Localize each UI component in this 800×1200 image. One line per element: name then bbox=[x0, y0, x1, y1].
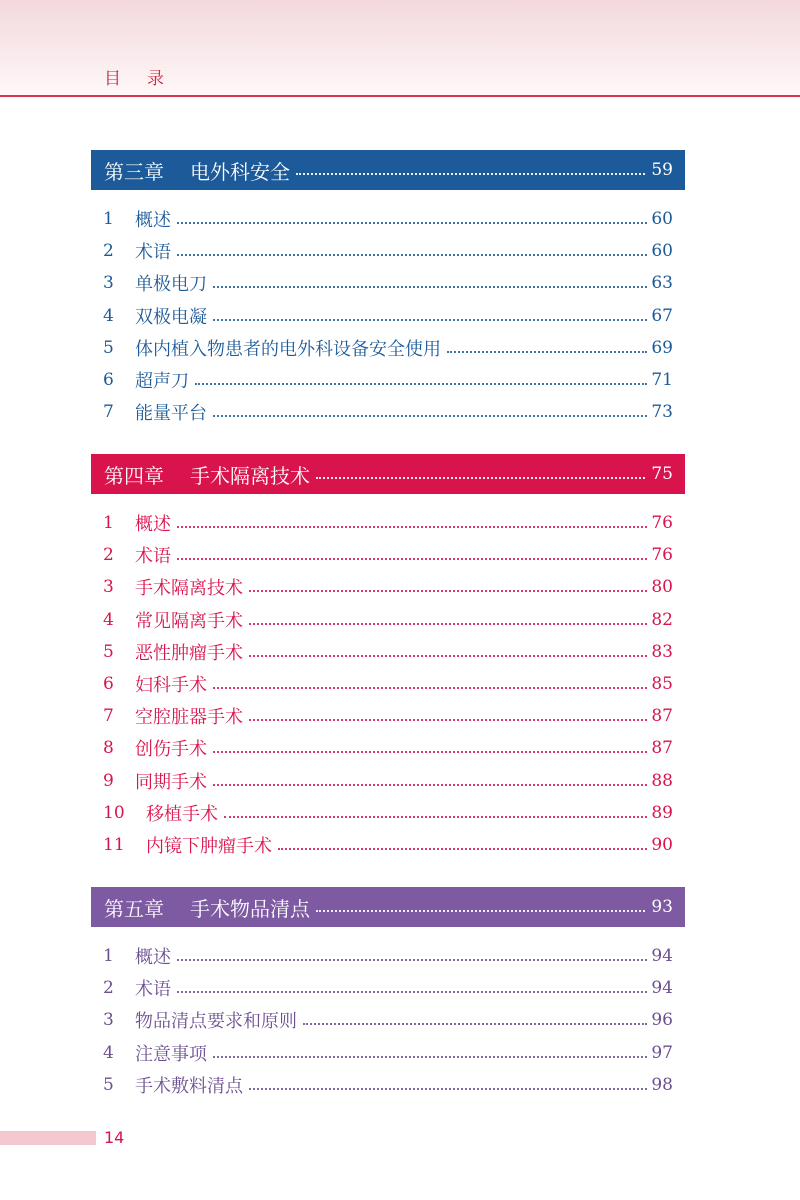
toc-entry[interactable] bbox=[91, 940, 685, 972]
toc-entry-number: 3 bbox=[103, 1010, 114, 1031]
leader-dots bbox=[177, 526, 647, 528]
chapter-item-list bbox=[91, 203, 685, 428]
chapter-item-list bbox=[91, 940, 685, 1101]
chapter-section-3 bbox=[91, 150, 685, 428]
toc-entry-page-number: 71 bbox=[651, 370, 673, 391]
chapter-heading-label bbox=[104, 893, 310, 922]
leader-dots bbox=[249, 590, 647, 592]
leader-dots bbox=[213, 751, 647, 753]
toc-entry[interactable] bbox=[91, 539, 685, 571]
footer-band bbox=[0, 1131, 96, 1145]
toc-entry-page-number: 87 bbox=[651, 738, 673, 759]
toc-entry-number: 10 bbox=[103, 802, 125, 823]
toc-entry[interactable] bbox=[91, 668, 685, 700]
toc-entry-number: 2 bbox=[103, 978, 114, 999]
toc-entry[interactable] bbox=[91, 1069, 685, 1101]
toc-entry[interactable] bbox=[91, 829, 685, 861]
chapter-page-number: 59 bbox=[651, 160, 673, 180]
leader-dots bbox=[177, 959, 647, 961]
toc-entry-title: 常见隔离手术 bbox=[135, 610, 243, 632]
toc-entry-number: 6 bbox=[103, 674, 114, 695]
running-header-title: 目录 bbox=[104, 69, 190, 89]
toc-entry-page-number: 76 bbox=[651, 545, 673, 566]
toc-entry-title: 能量平台 bbox=[135, 403, 207, 425]
toc-entry-page-number: 98 bbox=[651, 1074, 673, 1095]
toc-entry-page-number: 88 bbox=[651, 770, 673, 791]
toc-entry-title: 概述 bbox=[135, 210, 171, 232]
chapter-number: 第五章 bbox=[104, 896, 164, 921]
leader-dots bbox=[213, 319, 647, 321]
toc-entry[interactable] bbox=[91, 797, 685, 829]
toc-entry-page-number: 69 bbox=[651, 337, 673, 358]
toc-entry-number: 1 bbox=[103, 513, 114, 534]
toc-entry-page-number: 96 bbox=[651, 1010, 673, 1031]
toc-entry-number: 6 bbox=[103, 370, 114, 391]
toc-entry[interactable] bbox=[91, 571, 685, 603]
leader-dots bbox=[447, 351, 647, 353]
chapter-page-number: 75 bbox=[651, 464, 673, 484]
leader-dots bbox=[213, 415, 647, 417]
leader-dots bbox=[177, 991, 647, 993]
toc-entry-title: 空腔脏器手术 bbox=[135, 707, 243, 729]
toc-entry-title: 手术隔离技术 bbox=[135, 578, 243, 600]
toc-entry[interactable] bbox=[91, 364, 685, 396]
toc-entry-title: 内镜下肿瘤手术 bbox=[146, 835, 272, 857]
toc-entry-page-number: 85 bbox=[651, 674, 673, 695]
chapter-page-number: 93 bbox=[651, 897, 673, 917]
toc-entry[interactable] bbox=[91, 235, 685, 267]
chapter-section-5 bbox=[91, 887, 685, 1101]
leader-dots bbox=[177, 254, 647, 256]
toc-entry-number: 5 bbox=[103, 641, 114, 662]
toc-entry[interactable] bbox=[91, 396, 685, 428]
toc-entry[interactable] bbox=[91, 300, 685, 332]
chapter-section-4 bbox=[91, 454, 685, 861]
toc-entry-page-number: 73 bbox=[651, 402, 673, 423]
leader-dots bbox=[296, 173, 645, 175]
toc-entry-page-number: 80 bbox=[651, 577, 673, 598]
page-number: 14 bbox=[104, 1128, 125, 1147]
toc-entry-number: 3 bbox=[103, 273, 114, 294]
leader-dots bbox=[278, 848, 647, 850]
toc-entry[interactable] bbox=[91, 203, 685, 235]
toc-entry-number: 3 bbox=[103, 577, 114, 598]
toc-entry-number: 7 bbox=[103, 402, 114, 423]
chapter-number: 第四章 bbox=[104, 463, 164, 488]
leader-dots bbox=[316, 477, 645, 479]
chapter-title: 电外科安全 bbox=[190, 159, 290, 184]
toc-entry-title: 术语 bbox=[135, 979, 171, 1001]
toc-entry-title: 概述 bbox=[135, 514, 171, 536]
toc-entry-title: 双极电凝 bbox=[135, 306, 207, 328]
toc-entry-number: 1 bbox=[103, 946, 114, 967]
toc-entry-number: 2 bbox=[103, 241, 114, 262]
toc-entry[interactable] bbox=[91, 604, 685, 636]
chapter-title: 手术物品清点 bbox=[190, 896, 310, 921]
leader-dots bbox=[249, 623, 647, 625]
toc-entry[interactable] bbox=[91, 1037, 685, 1069]
toc-entry-page-number: 60 bbox=[651, 209, 673, 230]
leader-dots bbox=[303, 1023, 647, 1025]
header-rule bbox=[0, 95, 800, 97]
leader-dots bbox=[316, 910, 645, 912]
leader-dots bbox=[177, 222, 647, 224]
toc-entry-title: 注意事项 bbox=[135, 1043, 207, 1065]
chapter-heading-label bbox=[104, 156, 290, 185]
toc-entry-title: 术语 bbox=[135, 242, 171, 264]
leader-dots bbox=[195, 383, 647, 385]
toc-entry-title: 移植手术 bbox=[146, 803, 218, 825]
leader-dots bbox=[213, 1056, 647, 1058]
chapter-heading[interactable] bbox=[91, 887, 685, 927]
chapter-heading[interactable] bbox=[91, 454, 685, 494]
leader-dots bbox=[177, 558, 647, 560]
toc-entry[interactable] bbox=[91, 332, 685, 364]
toc-entry[interactable] bbox=[91, 732, 685, 764]
toc-entry-number: 5 bbox=[103, 337, 114, 358]
toc-entry-page-number: 94 bbox=[651, 978, 673, 999]
toc-entry-page-number: 60 bbox=[651, 241, 673, 262]
toc-entry-page-number: 94 bbox=[651, 946, 673, 967]
toc-entry-title: 单极电刀 bbox=[135, 274, 207, 296]
leader-dots bbox=[224, 816, 647, 818]
toc-entry[interactable] bbox=[91, 765, 685, 797]
toc-entry[interactable] bbox=[91, 507, 685, 539]
toc-entry-number: 8 bbox=[103, 738, 114, 759]
toc-entry[interactable] bbox=[91, 267, 685, 299]
leader-dots bbox=[249, 1088, 647, 1090]
leader-dots bbox=[213, 286, 647, 288]
toc-entry[interactable] bbox=[91, 636, 685, 668]
toc-entry-page-number: 76 bbox=[651, 513, 673, 534]
toc-entry-title: 手术敷料清点 bbox=[135, 1075, 243, 1097]
toc-entry-title: 概述 bbox=[135, 947, 171, 969]
toc-entry-title: 超声刀 bbox=[135, 371, 189, 393]
toc-entry-page-number: 63 bbox=[651, 273, 673, 294]
toc-entry-page-number: 90 bbox=[651, 834, 673, 855]
chapter-heading[interactable] bbox=[91, 150, 685, 190]
toc-entry-page-number: 82 bbox=[651, 609, 673, 630]
toc-entry-page-number: 89 bbox=[651, 802, 673, 823]
toc-entry-title: 同期手术 bbox=[135, 771, 207, 793]
toc-entry-number: 4 bbox=[103, 305, 114, 326]
leader-dots bbox=[213, 784, 647, 786]
toc-entry-title: 术语 bbox=[135, 546, 171, 568]
toc-entry-page-number: 97 bbox=[651, 1042, 673, 1063]
toc-entry-title: 妇科手术 bbox=[135, 675, 207, 697]
toc-entry-title: 创伤手术 bbox=[135, 739, 207, 761]
chapter-number: 第三章 bbox=[104, 159, 164, 184]
toc-entry-page-number: 67 bbox=[651, 305, 673, 326]
toc-entry-number: 9 bbox=[103, 770, 114, 791]
toc-entry-number: 4 bbox=[103, 1042, 114, 1063]
toc-entry-title: 物品清点要求和原则 bbox=[135, 1011, 297, 1033]
chapter-item-list bbox=[91, 507, 685, 861]
toc-entry-page-number: 87 bbox=[651, 706, 673, 727]
leader-dots bbox=[213, 687, 647, 689]
toc-entry-page-number: 83 bbox=[651, 641, 673, 662]
chapter-title: 手术隔离技术 bbox=[190, 463, 310, 488]
toc-entry[interactable] bbox=[91, 700, 685, 732]
toc-entry[interactable] bbox=[91, 1004, 685, 1036]
toc-entry-number: 4 bbox=[103, 609, 114, 630]
toc-entry-number: 7 bbox=[103, 706, 114, 727]
leader-dots bbox=[249, 719, 647, 721]
toc-entry[interactable] bbox=[91, 972, 685, 1004]
chapter-heading-label bbox=[104, 460, 310, 489]
leader-dots bbox=[249, 655, 647, 657]
toc-entry-number: 1 bbox=[103, 209, 114, 230]
toc-entry-title: 恶性肿瘤手术 bbox=[135, 642, 243, 664]
toc-entry-number: 2 bbox=[103, 545, 114, 566]
toc-entry-title: 体内植入物患者的电外科设备安全使用 bbox=[135, 338, 441, 360]
toc-entry-number: 11 bbox=[103, 834, 125, 855]
toc-entry-number: 5 bbox=[103, 1074, 114, 1095]
